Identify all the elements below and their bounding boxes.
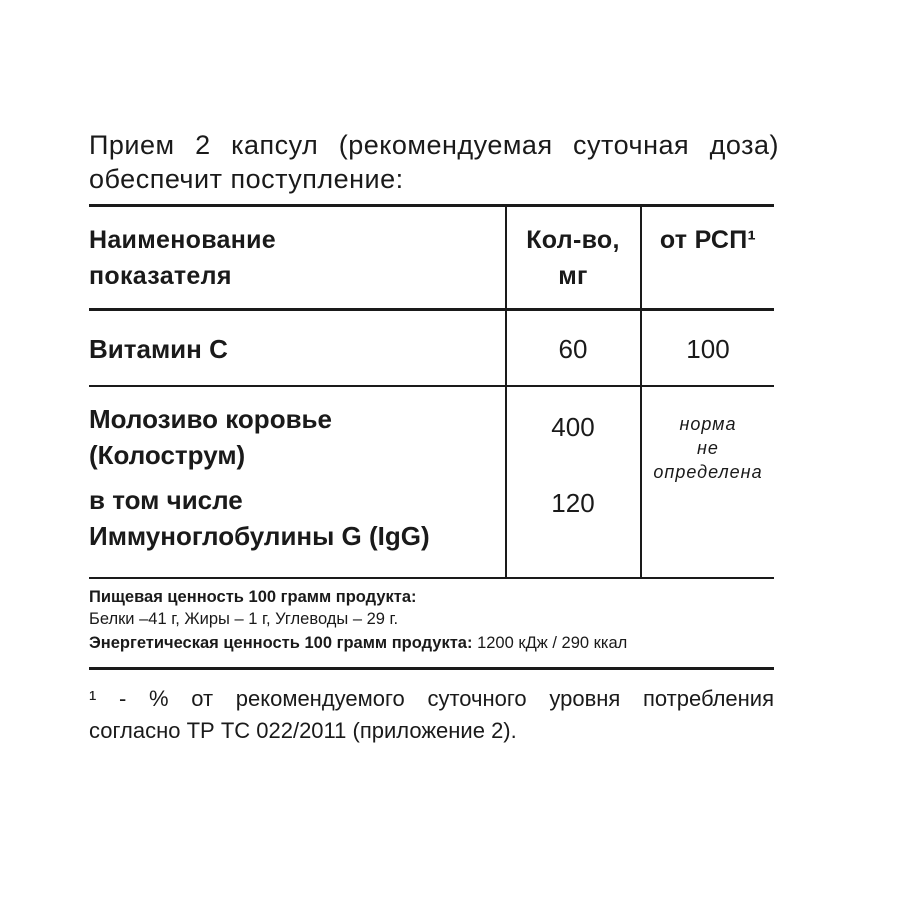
footnote-line-1: ¹ - % от рекомендуемого суточного уровня потребления [89,686,774,711]
energy-value: 1200 кДж / 290 ккал [472,634,628,652]
intro-line-1: Прием 2 капсул (рекомендуемая суточная доза) [89,130,779,160]
intro-text [89,128,779,196]
norm-note-line-3: определена [653,462,763,482]
row-igg-name [89,482,504,554]
table-bottom-rule [89,577,774,579]
table-top-rule [89,204,774,207]
row-colostrum-name-line-1: Молозиво коровье [89,404,333,434]
header-rsp-label: от РСП¹ [659,226,757,254]
header-name-line-2: показателя [89,262,232,290]
energy-label: Энергетическая ценность 100 грамм продукта: [89,634,473,652]
energy-line [89,632,774,654]
footnote-line-2: согласно ТР ТС 022/2011 (приложение 2). [89,718,517,743]
row-colostrum-name-line-2: (Колострум) [89,440,246,470]
norm-not-defined-note [641,412,775,484]
row-vitamin-c-rsp: 100 [686,334,730,364]
row-igg-name-line-1: в том числе [89,485,243,515]
norm-note-line-2: не [697,438,719,458]
nutrition-title: Пищевая ценность 100 грамм продукта: [89,588,417,606]
row-vitamin-c-name: Витамин С [89,334,228,364]
row-vitamin-c-qty: 60 [558,334,588,364]
header-name [89,222,489,294]
header-name-line-1: Наименование [89,226,277,254]
nutrition-values: Белки –41 г, Жиры – 1 г, Углеводы – 29 г. [89,610,399,628]
row-colostrum-name [89,401,499,473]
row-divider [89,385,774,387]
header-rsp [641,222,775,258]
footnote [89,683,774,747]
header-qty [506,222,640,294]
norm-note-line-1: норма [679,414,737,434]
row-colostrum-qty: 400 [551,412,595,442]
header-qty-line-2: мг [558,262,588,290]
intro-line-2: обеспечит поступление: [89,164,404,194]
row-igg-qty: 120 [551,488,595,518]
footnote-rule [89,667,774,670]
header-qty-line-1: Кол-во, [526,226,620,254]
row-igg-name-line-2: Иммуноглобулины G (IgG) [89,521,430,551]
table-header-rule [89,308,774,311]
